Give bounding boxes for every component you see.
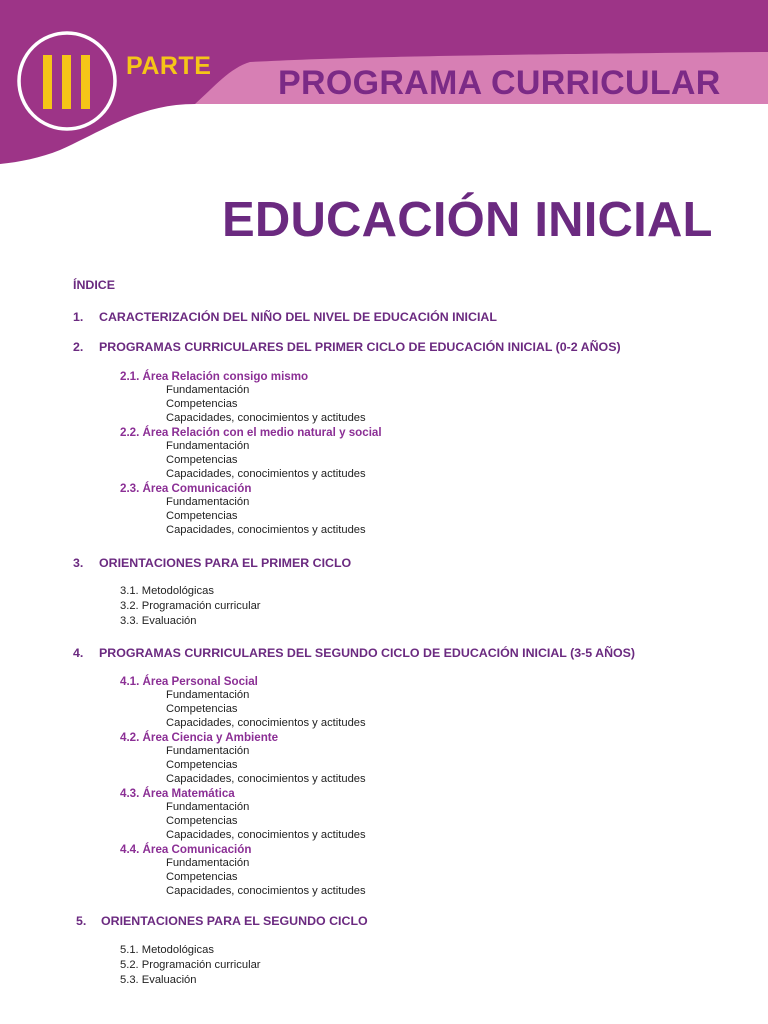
section-number: 4. [73, 646, 84, 660]
subsection-title: 2.3. Área Comunicación [120, 482, 252, 495]
list-item: Capacidades, conocimientos y actitudes [166, 412, 366, 424]
list-item: 3.1. Metodológicas [120, 585, 214, 597]
list-item: 5.2. Programación curricular [120, 959, 261, 971]
page-title: EDUCACIÓN INICIAL [222, 193, 713, 247]
list-item: Capacidades, conocimientos y actitudes [166, 773, 366, 785]
list-item: Fundamentación [166, 801, 250, 813]
list-item: Fundamentación [166, 384, 250, 396]
section-title: PROGRAMAS CURRICULARES DEL SEGUNDO CICLO DE EDUCACIÓN INICIAL (3-5 AÑOS) [99, 646, 636, 660]
subsection-title: 2.2. Área Relación con el medio natural y social [120, 426, 382, 439]
list-item: 3.2. Programación curricular [120, 600, 261, 612]
list-item: Fundamentación [166, 496, 250, 508]
subsection-title: 4.4. Área Comunicación [120, 843, 252, 856]
subsection-title: 4.2. Área Ciencia y Ambiente [120, 731, 279, 744]
list-item: Fundamentación [166, 857, 250, 869]
section-title: ORIENTACIONES PARA EL PRIMER CICLO [99, 556, 352, 570]
list-item: Capacidades, conocimientos y actitudes [166, 468, 366, 480]
section-number: 3. [73, 556, 84, 570]
list-item: Competencias [166, 703, 238, 715]
list-item: Competencias [166, 759, 238, 771]
list-item: Fundamentación [166, 745, 250, 757]
list-item: Competencias [166, 871, 238, 883]
list-item: 5.1. Metodológicas [120, 944, 214, 956]
list-item: Capacidades, conocimientos y actitudes [166, 717, 366, 729]
banner-title: PROGRAMA CURRICULAR [278, 64, 721, 102]
subsection-title: 4.1. Área Personal Social [120, 675, 258, 688]
section-title: ORIENTACIONES PARA EL SEGUNDO CICLO [101, 914, 368, 928]
subsection-title: 2.1. Área Relación consigo mismo [120, 370, 309, 383]
section-number: 2. [73, 340, 84, 354]
list-item: Capacidades, conocimientos y actitudes [166, 829, 366, 841]
list-item: Capacidades, conocimientos y actitudes [166, 524, 366, 536]
list-item: Competencias [166, 454, 238, 466]
subsection-title: 4.3. Área Matemática [120, 787, 235, 800]
list-item: Competencias [166, 398, 238, 410]
parte-label: PARTE [126, 52, 212, 80]
list-item: Competencias [166, 510, 238, 522]
section-title: CARACTERIZACIÓN DEL NIÑO DEL NIVEL DE EDUCACIÓN INICIAL [99, 310, 497, 324]
section-number: 1. [73, 310, 84, 324]
index-label: ÍNDICE [73, 278, 115, 292]
list-item: 3.3. Evaluación [120, 615, 197, 627]
list-item: Fundamentación [166, 689, 250, 701]
section-number: 5. [76, 914, 87, 928]
list-item: Capacidades, conocimientos y actitudes [166, 885, 366, 897]
list-item: Fundamentación [166, 440, 250, 452]
list-item: Competencias [166, 815, 238, 827]
list-item: 5.3. Evaluación [120, 974, 197, 986]
section-title: PROGRAMAS CURRICULARES DEL PRIMER CICLO DE EDUCACIÓN INICIAL (0-2 AÑOS) [99, 340, 621, 354]
